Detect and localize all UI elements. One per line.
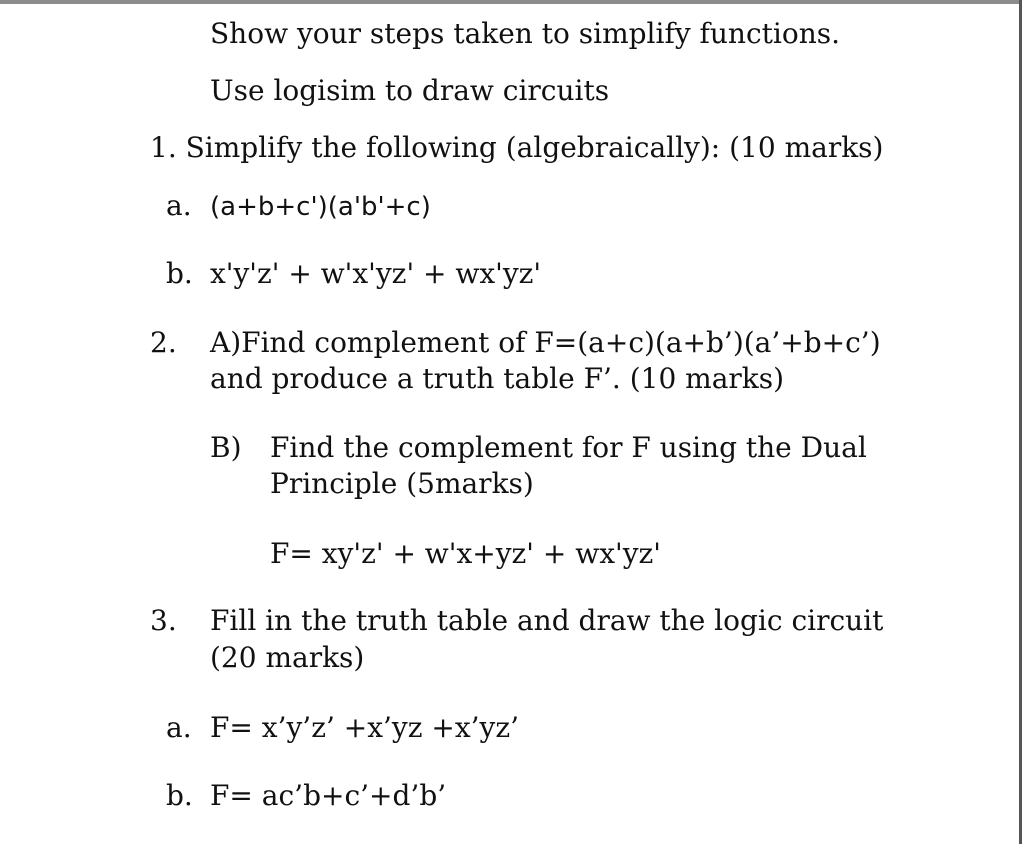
q2-function: F= xy'z' + w'x+yz' + wx'yz' [270, 537, 661, 570]
q1-a-expression: (a+b+c')(a'b'+c) [210, 192, 431, 222]
q1-a-marker: a. [166, 189, 192, 222]
q2-b-line-1: Find the complement for F using the Dual [270, 431, 867, 464]
q2-a-line-2: and produce a truth table F’. (10 marks) [210, 362, 785, 395]
q1-b-marker: b. [166, 257, 193, 290]
q3-a-expression: F= x’y’z’ +x’yz +x’yz’ [210, 711, 519, 744]
q3-line-1: Fill in the truth table and draw the logic circuit [210, 604, 884, 637]
top-border [0, 0, 1022, 4]
q3-a-marker: a. [166, 711, 192, 744]
q1-b-expression: x'y'z' + w'x'yz' + wx'yz' [210, 257, 542, 290]
instruction-line-2: Use logisim to draw circuits [210, 74, 610, 107]
q3-b-marker: b. [166, 779, 193, 812]
q2-b-line-2: Principle (5marks) [270, 467, 534, 500]
q3-line-2: (20 marks) [210, 641, 365, 674]
q2-b-marker: B) [210, 431, 242, 464]
q2-a-line-1: A)Find complement of F=(a+c)(a+b’)(a’+b+c’) [210, 326, 881, 359]
q3-b-expression: F= ac’b+c’+d’b’ [210, 779, 447, 812]
question-3-number: 3. [150, 604, 177, 637]
instruction-line-1: Show your steps taken to simplify functions. [210, 17, 841, 50]
question-1-heading: 1. Simplify the following (algebraically): (10 marks) [150, 131, 884, 164]
question-2-number: 2. [150, 326, 177, 359]
